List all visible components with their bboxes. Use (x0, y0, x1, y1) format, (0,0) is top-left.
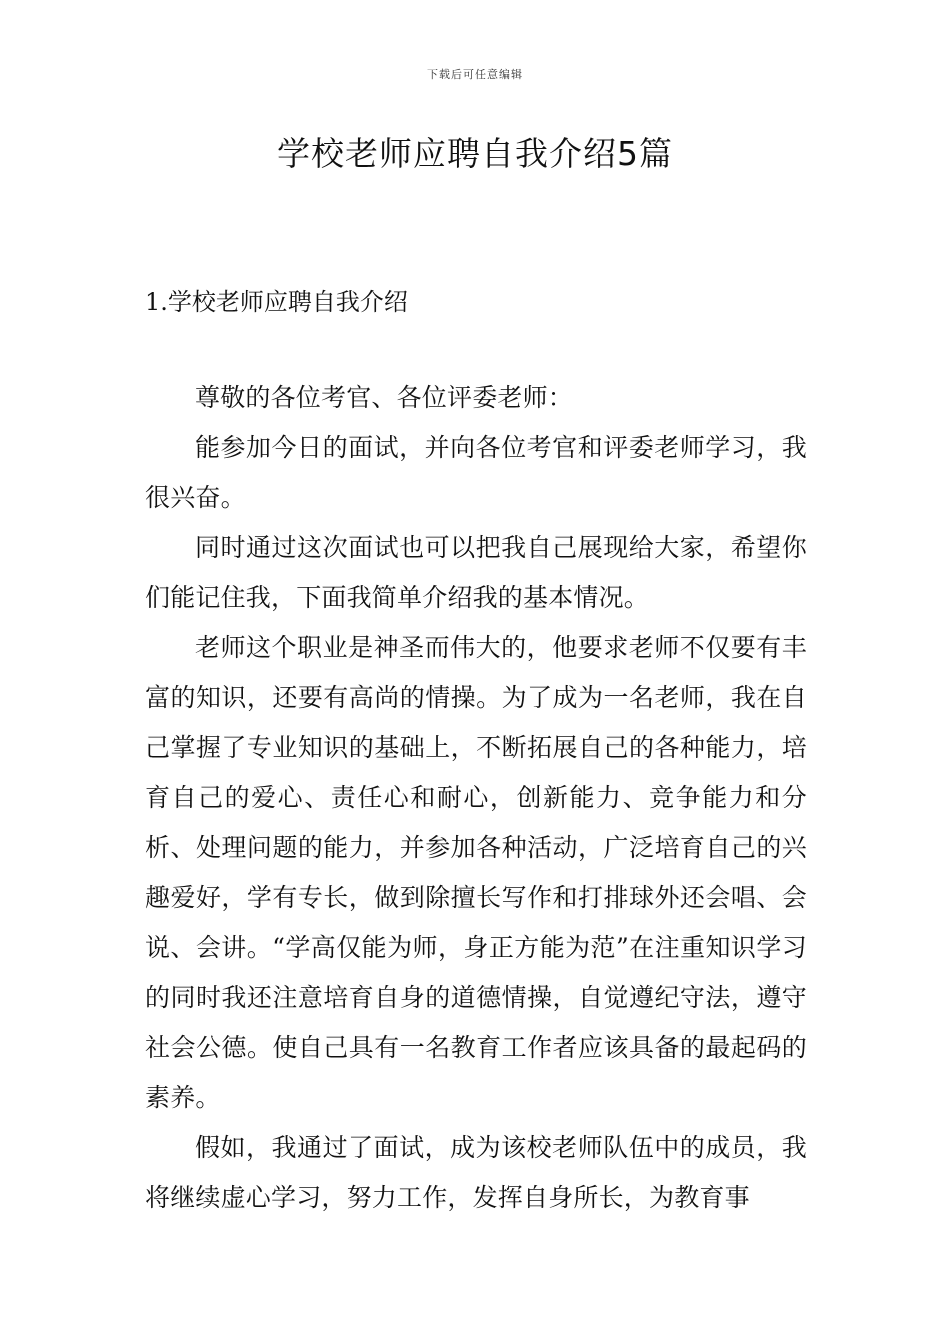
header-note: 下载后可任意编辑 (427, 68, 523, 81)
section-heading: 1.学校老师应聘自我介绍 (145, 288, 408, 316)
paragraph-salutation: 尊敬的各位考官、各位评委老师： (195, 383, 574, 412)
paragraph: 能参加今日的面试，并向各位考官和评委老师学习，我很兴奋。 (145, 433, 807, 512)
body-text (145, 373, 807, 1223)
paragraph: 同时通过这次面试也可以把我自己展现给大家，希望你们能记住我，下面我简单介绍我的基本情况。 (145, 533, 807, 612)
paragraph: 老师这个职业是神圣而伟大的，他要求老师不仅要有丰富的知识，还要有高尚的情操。为了成为一名老师，我在自己掌握了专业知识的基础上，不断拓展自己的各种能力，培育自己的爱心、责任心和耐心，创新能力、竞争能力和分析、处理问题的能力，并参加各种活动，广泛培育自己的兴趣爱好，学有专长，做到除擅长写作和打排球外还会唱、会说、会讲。“学高仅能为师，身正方能为范”在注重知识学习的同时我还注意培育自身的道德情操，自觉遵纪守法，遵守社会公德。使自己具有一名教育工作者应该具备的最起码的素养。 (145, 633, 807, 1112)
paragraph: 假如，我通过了面试，成为该校老师队伍中的成员，我将继续虚心学习，努力工作，发挥自身所长，为教育事 (145, 1133, 807, 1212)
document-title: 学校老师应聘自我介绍5篇 (277, 134, 673, 173)
